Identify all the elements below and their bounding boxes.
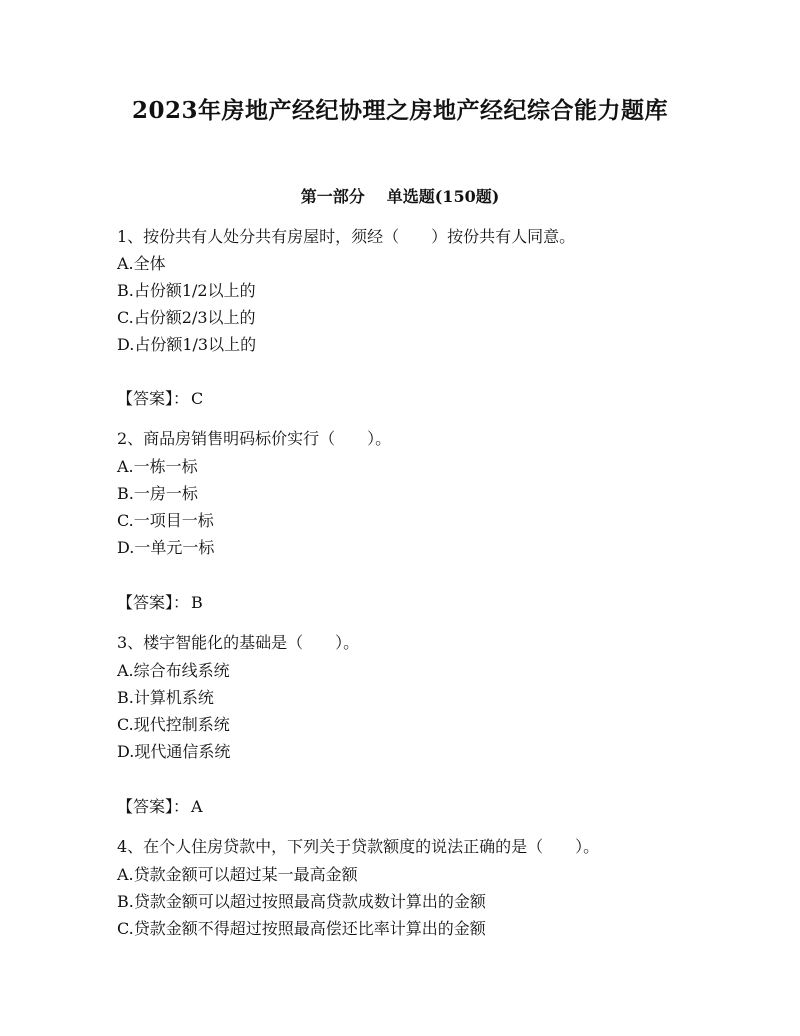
answer-value: C (191, 389, 204, 408)
answer-value: A (191, 797, 203, 816)
question-option: A.贷款金额可以超过某一最高金额 (117, 865, 358, 884)
section-part: 第一部分 (300, 187, 365, 206)
question-option: B.一房一标 (117, 484, 198, 503)
question-option: B.计算机系统 (117, 688, 214, 707)
question-option: B.占份额1/2以上的 (117, 281, 256, 300)
answer-label: 【答案】： (117, 389, 190, 408)
question-stem: 2、商品房销售明码标价实行（ ）。 (117, 429, 392, 448)
answer-line (117, 593, 203, 613)
question-stem: 4、在个人住房贷款中，下列关于贷款额度的说法正确的是（ ）。 (117, 837, 600, 856)
question-option: D.占份额1/3以上的 (117, 335, 257, 354)
section-name: 单选题(150题) (386, 187, 500, 206)
question-stem: 1、按份共有人处分共有房屋时，须经（ ）按份共有人同意。 (117, 227, 576, 246)
document-title: 2023年房地产经纪协理之房地产经纪综合能力题库 (131, 97, 668, 124)
question-option: D.现代通信系统 (117, 742, 231, 761)
section-heading (0, 184, 800, 207)
answer-label: 【答案】： (117, 593, 190, 612)
question-option: C.占份额2/3以上的 (117, 308, 256, 327)
question-stem: 3、楼宇智能化的基础是（ ）。 (117, 633, 360, 652)
question-option: B.贷款金额可以超过按照最高贷款成数计算出的金额 (117, 892, 486, 911)
question-option: C.一项目一标 (117, 511, 214, 530)
question-option: C.现代控制系统 (117, 715, 230, 734)
answer-line (117, 389, 203, 409)
question-option: A.一栋一标 (117, 457, 198, 476)
question-option: A.全体 (117, 254, 166, 273)
answer-label: 【答案】： (117, 797, 190, 816)
answer-line (117, 797, 203, 817)
question-option: D.一单元一标 (117, 538, 215, 557)
question-option: C.贷款金额不得超过按照最高偿还比率计算出的金额 (117, 919, 486, 938)
question-option: A.综合布线系统 (117, 661, 230, 680)
answer-value: B (191, 593, 203, 612)
